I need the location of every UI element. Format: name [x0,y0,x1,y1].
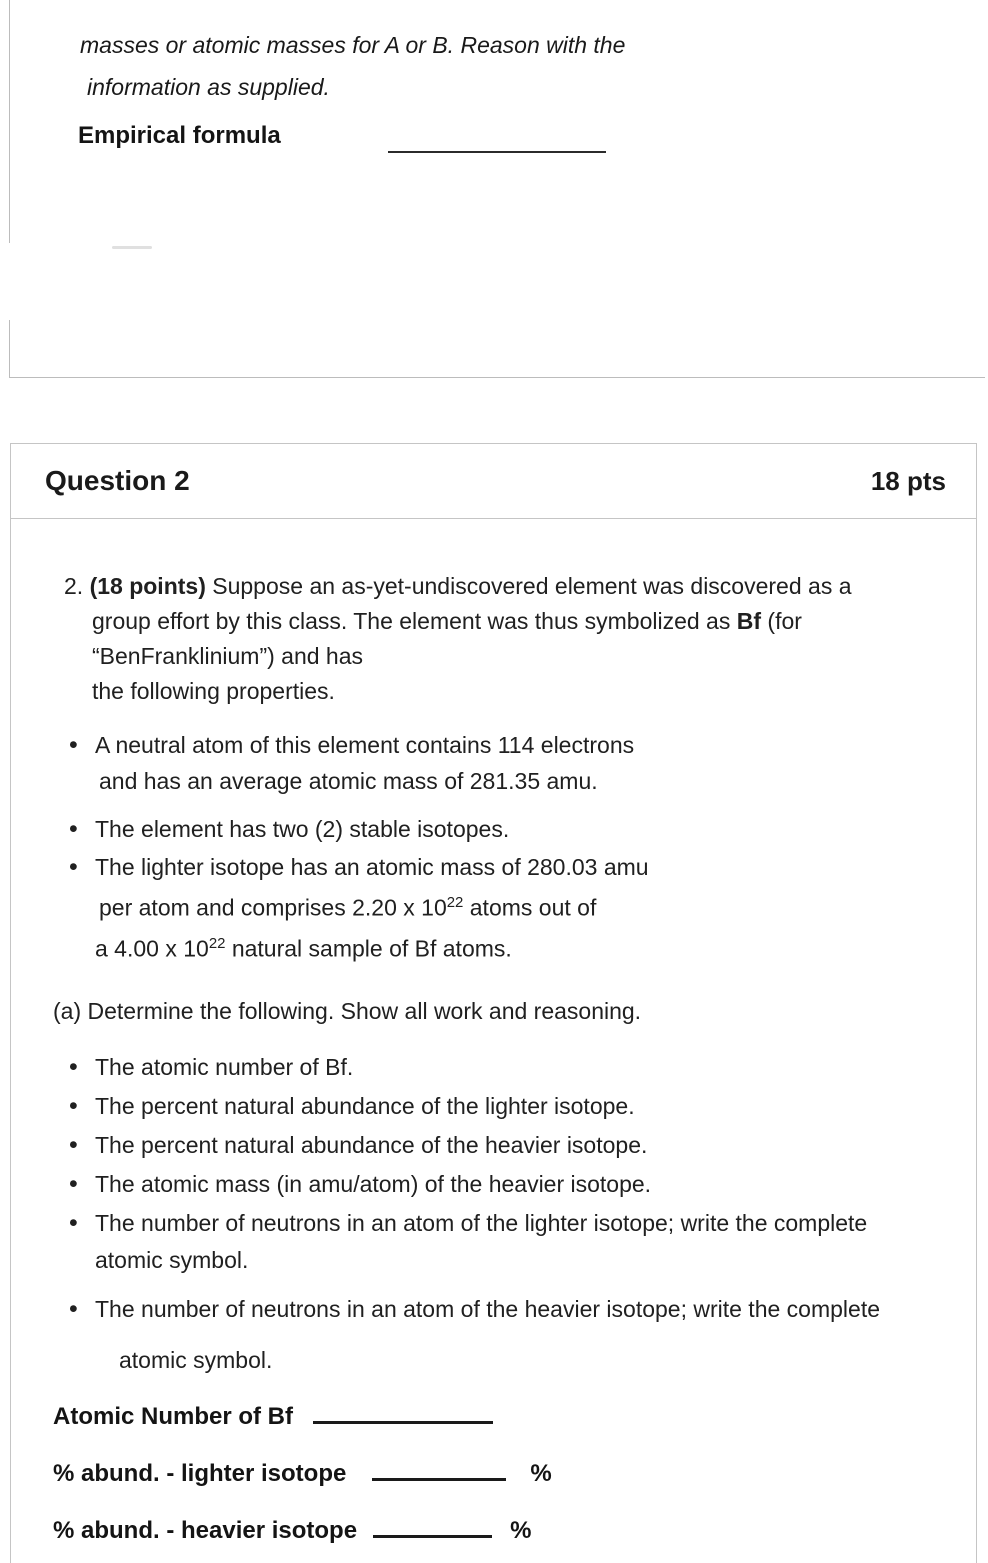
task-lighter-neutrons-line1: The number of neutrons in an atom of the lighter isotope; write the complete [95,1210,868,1237]
heavier-abundance-label: % abund. - heavier isotope [53,1517,358,1545]
bullet-icon [69,849,95,885]
atomic-number-answer-row [53,1399,946,1434]
lighter-abundance-blank [372,1462,506,1482]
property-electrons-line2: and has an average atomic mass of 281.35 amu. [99,768,598,794]
task-item-lighter-abundance [69,1088,946,1125]
prev-question-text-line2: information as supplied. [87,74,330,100]
properties-bullet-list [69,727,946,966]
lighter-abundance-answer-row [53,1456,946,1491]
task-heavier-neutrons-line2: atomic symbol. [119,1347,273,1374]
previous-question-left-border [9,0,10,243]
bullet-icon [69,727,95,763]
question-2-header [11,444,976,519]
intro-line-3: “BenFranklinium”) and has [92,643,364,669]
property-lighter-line1: The lighter isotope has an atomic mass of 280.03 amu [95,854,649,880]
heavier-abundance-answer-row [53,1513,946,1548]
property-electrons-line1: A neutral atom of this element contains 114 electrons [95,732,635,758]
atomic-number-label: Atomic Number of Bf [53,1403,293,1431]
intro-line-4: the following properties. [92,678,335,704]
lighter-line3-text-a: a 4.00 x 10 [95,935,209,962]
task-item-lighter-neutrons [69,1205,946,1279]
task-item-heavier-mass [69,1166,946,1203]
exponent-22: 22 [208,934,226,952]
bullet-icon [69,1127,95,1164]
question-intro-paragraph [64,569,946,709]
bullet-icon [69,1291,95,1328]
property-lighter-line2 [99,885,946,926]
previous-question-text [80,24,625,108]
property-item-isotopes [69,811,946,847]
empirical-formula-label: Empirical formula [78,122,281,149]
task-lighter-neutrons-line2: atomic symbol. [95,1247,249,1274]
atomic-number-blank [313,1405,493,1425]
lighter-percent-sign: % [530,1460,552,1488]
part-a-instruction: (a) Determine the following. Show all work and reasoning. [53,998,642,1025]
task-item-heavier-neutrons [69,1291,946,1379]
prev-question-text-line1: masses or atomic masses for A or B. Reason with the [80,32,626,58]
bullet-icon [69,811,95,847]
tasks-bullet-list [69,1049,946,1379]
task-item-atomic-number [69,1049,946,1086]
intro-line-2-text-a: group effort by this class. The element was thus symbolized as [92,608,731,634]
property-item-lighter-isotope [69,849,946,966]
intro-line-1 [64,569,946,604]
question-points-badge: 18 pts [870,465,946,496]
task-text: The percent natural abundance of the lighter isotope. [95,1093,635,1120]
empirical-formula-blank [388,133,606,153]
question-2-body [11,519,976,1548]
exponent-22: 22 [446,894,464,911]
heavier-percent-sign: % [510,1517,532,1545]
intro-points-bold: (18 points) [89,573,206,599]
element-symbol-bold: Bf [736,608,762,634]
question-title: Question 2 [45,465,190,496]
property-isotopes-text: The element has two (2) stable isotopes. [95,816,510,842]
heavier-abundance-blank [373,1519,492,1539]
task-text: The percent natural abundance of the heavier isotope. [95,1132,648,1159]
intro-line-2-text-b: (for [767,608,802,634]
property-item-electrons [69,727,946,799]
bullet-icon [69,1088,95,1125]
intro-line-2 [92,604,946,639]
task-item-heavier-abundance [69,1127,946,1164]
bullet-icon [69,1166,95,1203]
answer-blanks-section [53,1399,946,1548]
bullet-icon [69,1205,95,1242]
question-2-card [10,443,977,1563]
lighter-abundance-label: % abund. - lighter isotope [53,1460,347,1488]
lighter-line3-text-b: natural sample of Bf atoms. [225,935,512,962]
task-text: The atomic mass (in amu/atom) of the heavier isotope. [95,1171,652,1198]
lighter-line2-text-b: atoms out of [463,894,597,921]
task-text: The atomic number of Bf. [95,1054,354,1081]
prev-question-divider-dash [112,246,152,249]
intro-number: 2. [64,573,84,599]
intro-line-1-text: Suppose an as-yet-undiscovered element was discovered as a [212,573,852,599]
task-heavier-neutrons-line1: The number of neutrons in an atom of the heavier isotope; write the complete [95,1296,880,1323]
previous-question-box-bottom-border [9,320,985,378]
lighter-line2-text-a: per atom and comprises 2.20 x 10 [99,894,447,921]
bullet-icon [69,1049,95,1086]
property-lighter-line3 [95,926,946,967]
